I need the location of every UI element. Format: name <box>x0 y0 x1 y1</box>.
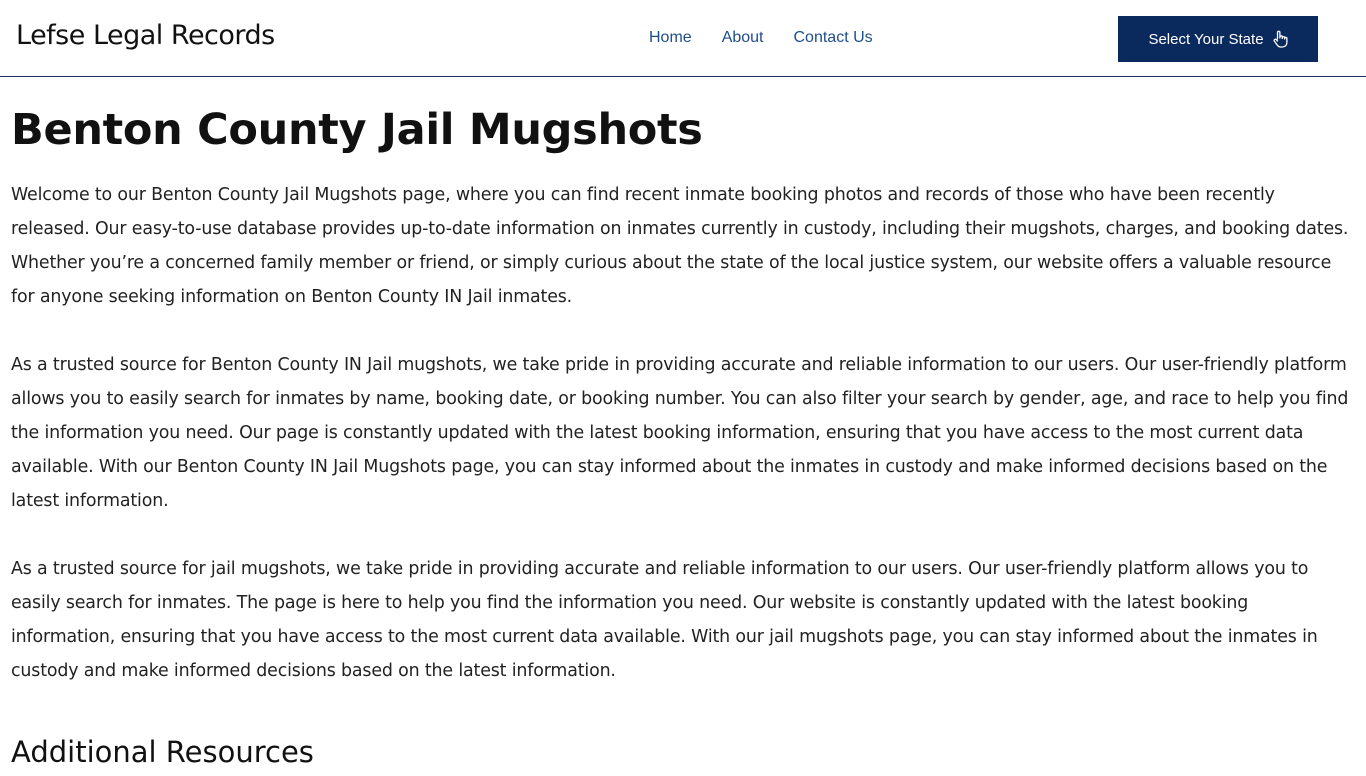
body-paragraph-2: As a trusted source for Benton County IN Jail mugshots, we take pride in providing accurate and reliable information to our users. Our user-friendly platform allows you to easily search for inmates by name, booking date, or booking number. You can also filter your search by gender, age, and race to help you find the information you need. Our page is constantly updated with the latest booking information, ensuring that you have access to the most current data available. With our Benton County IN Jail Mugshots page, you can stay informed about the inmates in custody and make informed decisions based on the latest information. <box>11 355 1349 511</box>
page-title: Benton County Jail Mugshots <box>11 105 703 155</box>
intro-paragraph: Welcome to our Benton County Jail Mugshots page, where you can find recent inmate booking photos and records of those who have been recently released. Our easy-to-use database provides up-to-date information on inmates currently in custody, including their mugshots, charges, and booking dates. Whether you’re a concerned family member or friend, or simply curious about the state of the local justice system, our website offers a valuable resource for anyone seeking information on Benton County IN Jail inmates. <box>11 185 1349 307</box>
select-state-button[interactable] <box>1118 16 1318 62</box>
additional-resources-heading: Additional Resources <box>11 735 314 769</box>
main-nav <box>649 29 873 47</box>
site-header <box>0 0 1366 77</box>
main-content <box>11 100 1356 688</box>
nav-home-link[interactable]: Home <box>649 29 692 46</box>
site-logo[interactable]: Lefse Legal Records <box>16 20 275 51</box>
body-paragraph-3: As a trusted source for jail mugshots, we take pride in providing accurate and reliable information to our users. Our user-friendly platform allows you to easily search for inmates. The page is here to help you find the information you need. Our website is constantly updated with the latest booking information, ensuring that you have access to the most current data available. With our jail mugshots page, you can stay informed about the inmates in custody and make informed decisions based on the latest information. <box>11 559 1318 681</box>
nav-contact-link[interactable]: Contact Us <box>793 29 873 46</box>
select-state-label: Select Your State <box>1148 30 1264 48</box>
nav-about-link[interactable]: About <box>721 29 764 46</box>
pointer-hand-icon <box>1272 30 1288 48</box>
